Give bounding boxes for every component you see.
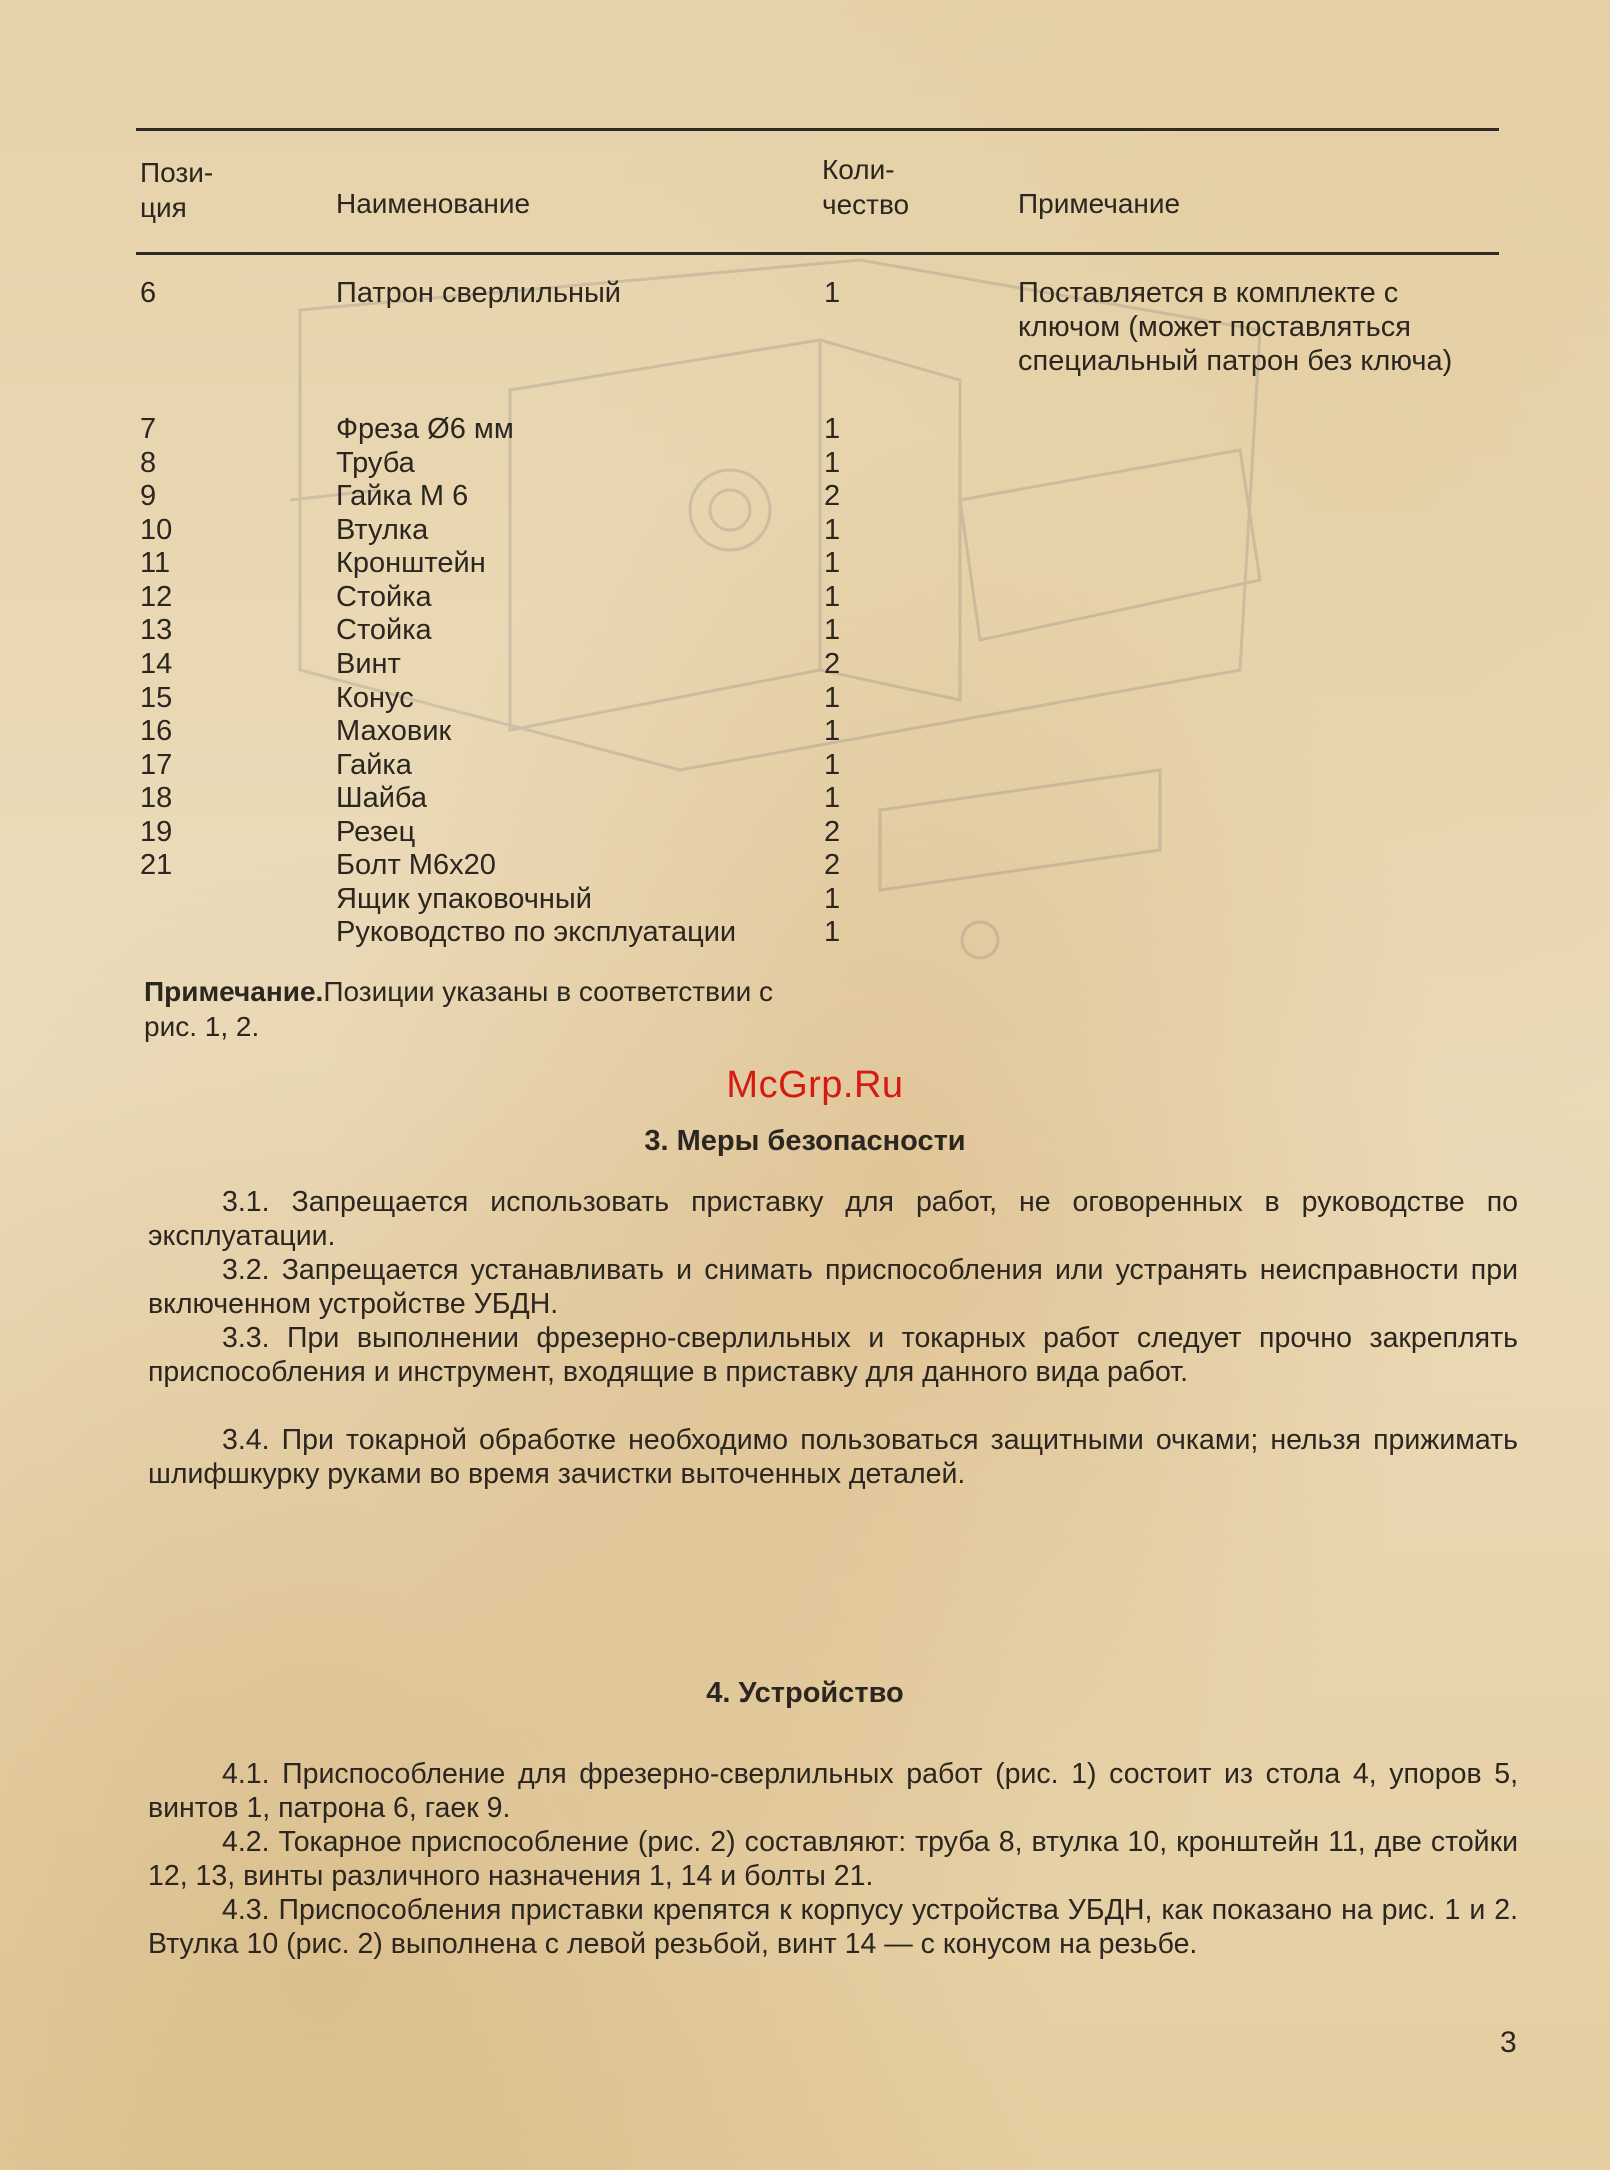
- section-3-paragraph-2: 3.2. Запрещается устанавливать и снимать приспособления или устранять неисправности при включенном устройстве УБДН.: [148, 1254, 1518, 1320]
- row-quantity: 1: [824, 782, 841, 814]
- header-quantity: [822, 152, 942, 222]
- section-4-paragraph-3: 4.3. Приспособления приставки крепятся к корпусу устройства УБДН, как показано на рис. 1 и 2. Втулка 10 (рис. 2) выполнена с левой резьбой, винт 14 — с конусом на резьбе.: [148, 1894, 1518, 1960]
- table-footnote: [144, 974, 824, 1044]
- row-quantity: 2: [824, 648, 841, 680]
- table-top-rule: [136, 128, 1499, 131]
- table-header-rule: [136, 252, 1499, 255]
- row-name: Руководство по эксплуатации: [336, 916, 737, 948]
- row-position: 13: [140, 614, 173, 646]
- row-quantity: 1: [824, 682, 841, 714]
- row-name: Конус: [336, 682, 414, 714]
- row-position: 10: [140, 514, 173, 546]
- header-note: Примечание: [1018, 188, 1181, 219]
- row-position: 18: [140, 782, 173, 814]
- section-3-paragraph-1: 3.1. Запрещается использовать приставку для работ, не оговоренных в руководстве по эксплуатации.: [148, 1186, 1518, 1252]
- row-name: Патрон сверлильный: [336, 277, 622, 309]
- row-name: Шайба: [336, 782, 427, 814]
- row-position: 17: [140, 749, 173, 781]
- row-name: Втулка: [336, 514, 429, 546]
- row-name: Маховик: [336, 715, 452, 747]
- section-3-paragraph-4: 3.4. При токарной обработке необходимо пользоваться защитными очками; нельзя прижимать шлифшкурку руками во время зачистки выточенных деталей.: [148, 1424, 1518, 1490]
- section-3-paragraph-3: 3.3. При выполнении фрезерно-сверлильных и токарных работ следует прочно закреплять приспособления и инструмент, входящие в приставку для данного вида работ.: [148, 1322, 1518, 1388]
- row-quantity: 1: [824, 447, 841, 479]
- row-name: Винт: [336, 648, 401, 680]
- row-quantity: 1: [824, 547, 841, 579]
- row-quantity: 1: [824, 883, 841, 915]
- row-quantity: 1: [824, 277, 841, 309]
- row-quantity: 1: [824, 749, 841, 781]
- header-position: [140, 155, 260, 225]
- header-position-line2: ция: [140, 192, 187, 223]
- footnote-label: Примечание.: [144, 976, 324, 1007]
- row-position: 21: [140, 849, 173, 881]
- row-quantity: 1: [824, 581, 841, 613]
- row-note: Поставляется в комплекте с ключом (может поставляться специальный патрон без ключа): [1018, 277, 1453, 377]
- section-4-paragraph-2: 4.2. Токарное приспособление (рис. 2) составляют: труба 8, втулка 10, кронштейн 11, две стойки 12, 13, винты различного назначения 1, 14 и болты 21.: [148, 1826, 1518, 1892]
- row-position: 14: [140, 648, 173, 680]
- row-quantity: 2: [824, 480, 841, 512]
- section-4-paragraph-1: 4.1. Приспособление для фрезерно-сверлильных работ (рис. 1) состоит из стола 4, упоров 5, винтов 1, патрона 6, гаек 9.: [148, 1758, 1518, 1824]
- footnote-text: Позиции указаны в соответствии с рис. 1, 2.: [144, 976, 773, 1042]
- row-quantity: 1: [824, 514, 841, 546]
- watermark: McGrp.Ru: [726, 1064, 904, 1106]
- header-position-line1: Пози-: [140, 157, 214, 188]
- row-name: Кронштейн: [336, 547, 486, 579]
- header-name: Наименование: [336, 188, 531, 219]
- row-quantity: 2: [824, 816, 841, 848]
- row-position: 6: [140, 277, 157, 309]
- row-position: 16: [140, 715, 173, 747]
- row-quantity: 2: [824, 849, 841, 881]
- row-name: Фреза Ø6 мм: [336, 413, 514, 445]
- page-number: 3: [1500, 2026, 1517, 2059]
- row-quantity: 1: [824, 413, 841, 445]
- row-name: Болт М6х20: [336, 849, 496, 881]
- row-name: Гайка М 6: [336, 480, 469, 512]
- row-position: 11: [140, 547, 171, 579]
- row-name: Ящик упаковочный: [336, 883, 592, 915]
- row-position: 19: [140, 816, 173, 848]
- section-3-title: 3. Меры безопасности: [644, 1125, 966, 1157]
- row-position: 9: [140, 480, 157, 512]
- row-name: Стойка: [336, 614, 432, 646]
- header-quantity-line1: Коли-: [822, 154, 895, 185]
- row-name: Гайка: [336, 749, 412, 781]
- row-name: Стойка: [336, 581, 432, 613]
- row-name: Труба: [336, 447, 415, 479]
- row-quantity: 1: [824, 715, 841, 747]
- row-position: 12: [140, 581, 173, 613]
- header-quantity-line2: чество: [822, 189, 910, 220]
- row-quantity: 1: [824, 916, 841, 948]
- row-position: 7: [140, 413, 157, 445]
- row-position: 8: [140, 447, 157, 479]
- row-name: Резец: [336, 816, 416, 848]
- row-position: 15: [140, 682, 173, 714]
- section-4-title: 4. Устройство: [706, 1677, 904, 1709]
- row-quantity: 1: [824, 614, 841, 646]
